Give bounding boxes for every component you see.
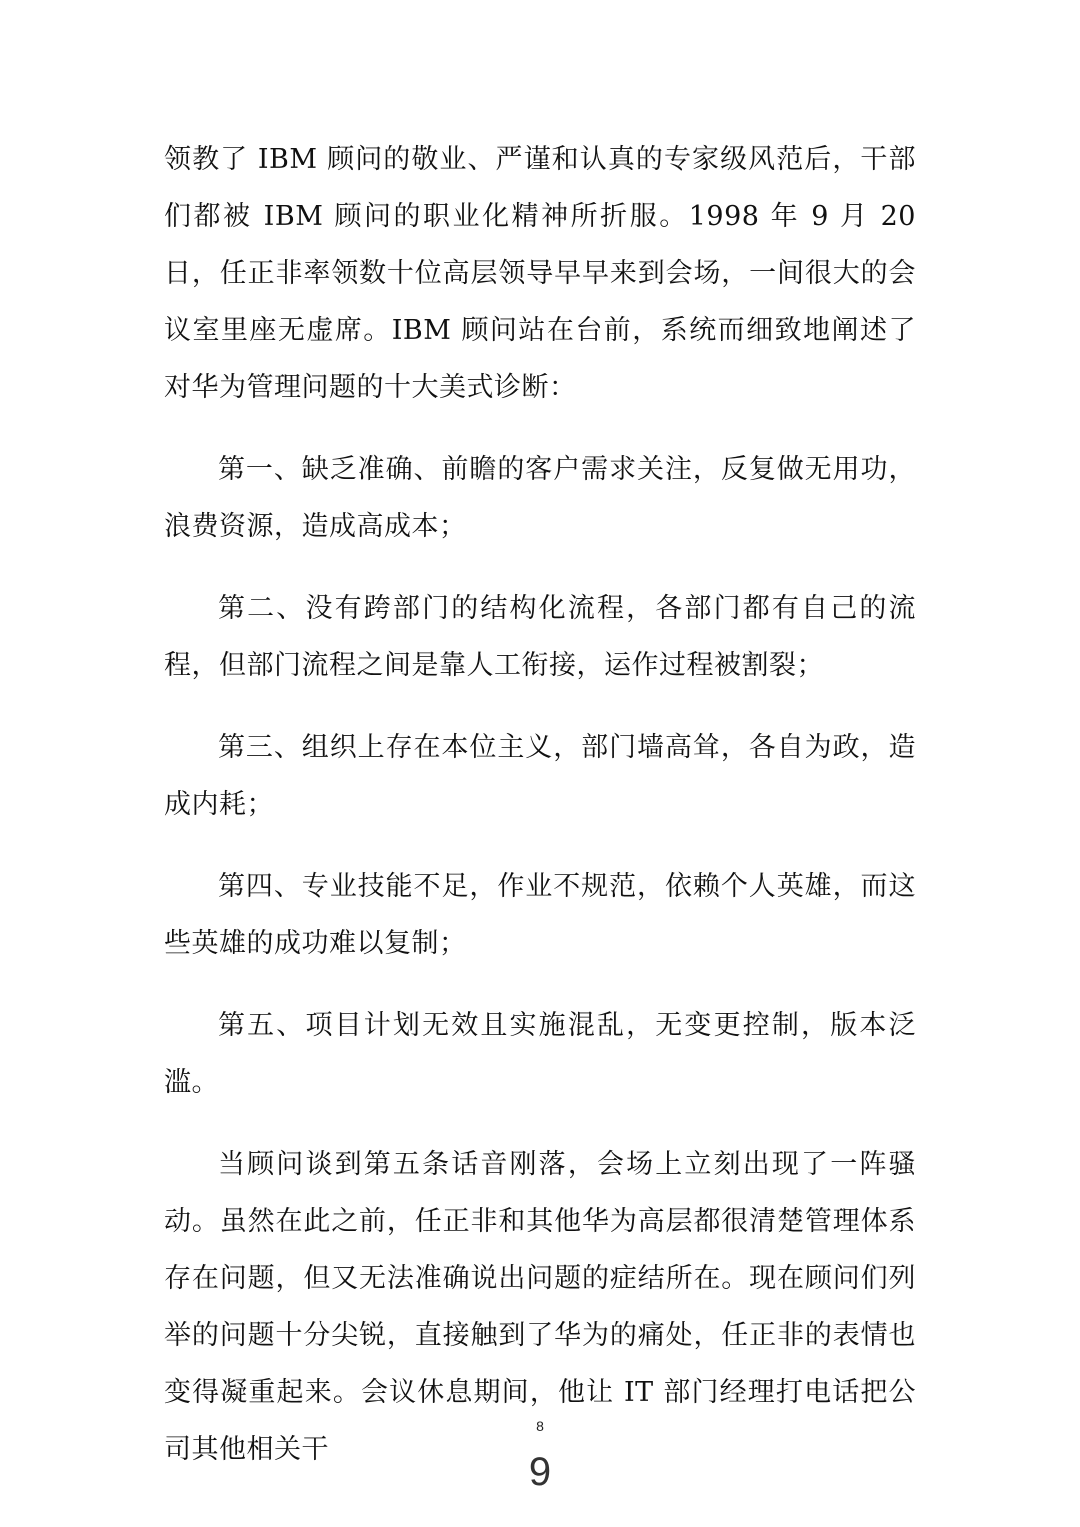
paragraph-point-2: 第二、没有跨部门的结构化流程，各部门都有自己的流程，但部门流程之间是靠人工衔接，运作过程被割裂； [164,593,916,681]
page-number-small: 8 [536,1418,544,1434]
document-body [164,131,916,1478]
paragraph-point-3: 第三、组织上存在本位主义，部门墙高耸，各自为政，造成内耗； [164,732,916,820]
paragraph-point-4: 第四、专业技能不足，作业不规范，依赖个人英雄，而这些英雄的成功难以复制； [164,871,916,959]
paragraph-point-1: 第一、缺乏准确、前瞻的客户需求关注，反复做无用功，浪费资源，造成高成本； [164,454,916,542]
paragraph-point-5: 第五、项目计划无效且实施混乱，无变更控制，版本泛滥。 [164,1010,916,1098]
page-number-large: 9 [528,1450,552,1494]
paragraph-intro: 领教了 IBM 顾问的敬业、严谨和认真的专家级风范后，干部们都被 IBM 顾问的职业化精神所折服。1998 年 9 月 20 日，任正非率领数十位高层领导早早来到会场，一间很大的会议室里座无虚席。IBM 顾问站在台前，系统而细致地阐述了对华为管理问题的十大美式诊断： [164,144,916,403]
paragraph-reaction: 当顾问谈到第五条话音刚落，会场上立刻出现了一阵骚动。虽然在此之前，任正非和其他华为高层都很清楚管理体系存在问题，但又无法准确说出问题的症结所在。现在顾问们列举的问题十分尖锐，直接触到了华为的痛处，任正非的表情也变得凝重起来。会议休息期间，他让 IT 部门经理打电话把公司其他相关干 [164,1149,916,1465]
